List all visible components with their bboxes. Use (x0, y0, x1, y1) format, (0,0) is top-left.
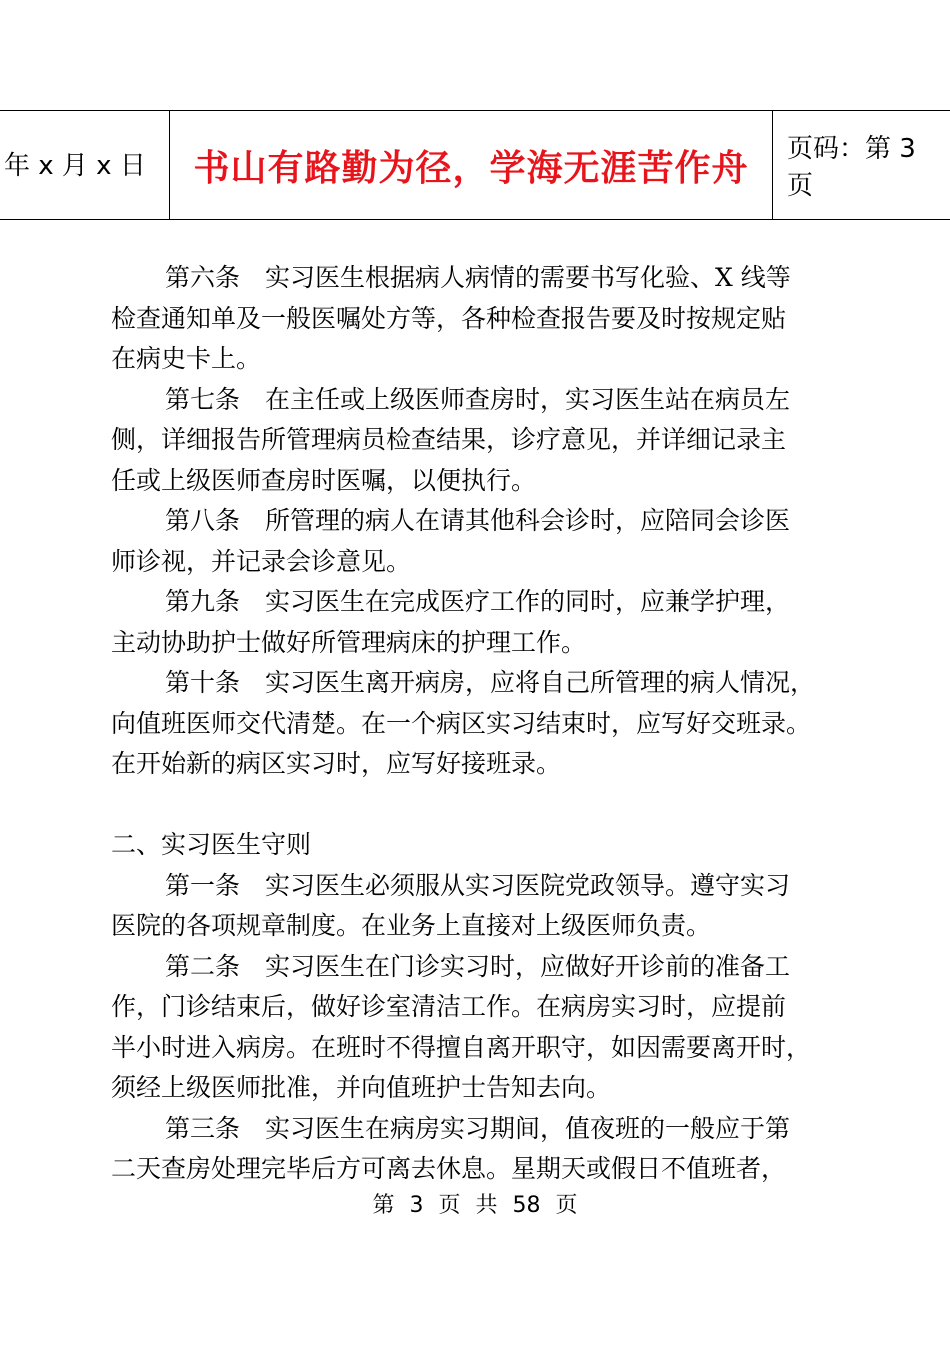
body-line: 第二条 实习医生在门诊实习时，应做好开诊前的准备工 (165, 951, 791, 981)
header-motto: 书山有路勤为径，学海无涯苦作舟 (170, 111, 773, 219)
body-line: 半小时进入病房。在班时不得擅自离开职守，如因需要离开时， (111, 1032, 812, 1062)
body-line: 第一条 实习医生必须服从实习医院党政领导。遵守实习 (165, 870, 791, 900)
body-line: 第三条 实习医生在病房实习期间，值夜班的一般应于第 (165, 1113, 791, 1143)
body-line: 检查通知单及一般医嘱处方等，各种检查报告要及时按规定贴 (111, 303, 787, 333)
page-header (0, 110, 950, 220)
body-line: 第十条 实习医生离开病房，应将自己所管理的病人情况， (165, 668, 816, 697)
body-line: 在病史卡上。 (111, 344, 262, 373)
body-line: 在开始新的病区实习时，应写好接班录。 (111, 749, 562, 778)
page-footer: 第 3 页 共 58 页 (372, 1193, 578, 1218)
body-line: 第九条 实习医生在完成医疗工作的同时，应兼学护理， (165, 587, 791, 616)
body-line: 第六条 实习医生根据病人病情的需要书写化验、X 线等 (165, 263, 791, 292)
document-body (111, 258, 871, 1190)
body-line: 第七条 在主任或上级医师查房时，实习医生站在病员左 (165, 384, 791, 414)
body-line: 二天查房处理完毕后方可离去休息。星期天或假日不值班者， (111, 1154, 787, 1183)
body-line: 侧，详细报告所管理病员检查结果，诊疗意见，并详细记录主 (111, 425, 787, 454)
body-line: 须经上级医师批准，并向值班护士告知去向。 (111, 1073, 612, 1102)
header-date: 年 x 月 x 日 (0, 111, 170, 219)
body-line: 师诊视，并记录会诊意见。 (111, 546, 412, 576)
body-line: 作，门诊结束后，做好诊室清洁工作。在病房实习时，应提前 (111, 992, 787, 1021)
blank-line (111, 785, 871, 826)
body-line: 医院的各项规章制度。在业务上直接对上级医师负责。 (111, 911, 712, 940)
body-line: 二、实习医生守则 (111, 830, 312, 859)
body-line: 主动协助护士做好所管理病床的护理工作。 (111, 627, 587, 657)
header-page-number: 页码：第 3 页 (787, 134, 916, 201)
body-line: 第八条 所管理的病人在请其他科会诊时，应陪同会诊医 (165, 506, 791, 535)
body-line: 向值班医师交代清楚。在一个病区实习结束时，应写好交班录。 (111, 708, 812, 738)
body-line: 任或上级医师查房时医嘱，以便执行。 (111, 465, 537, 495)
